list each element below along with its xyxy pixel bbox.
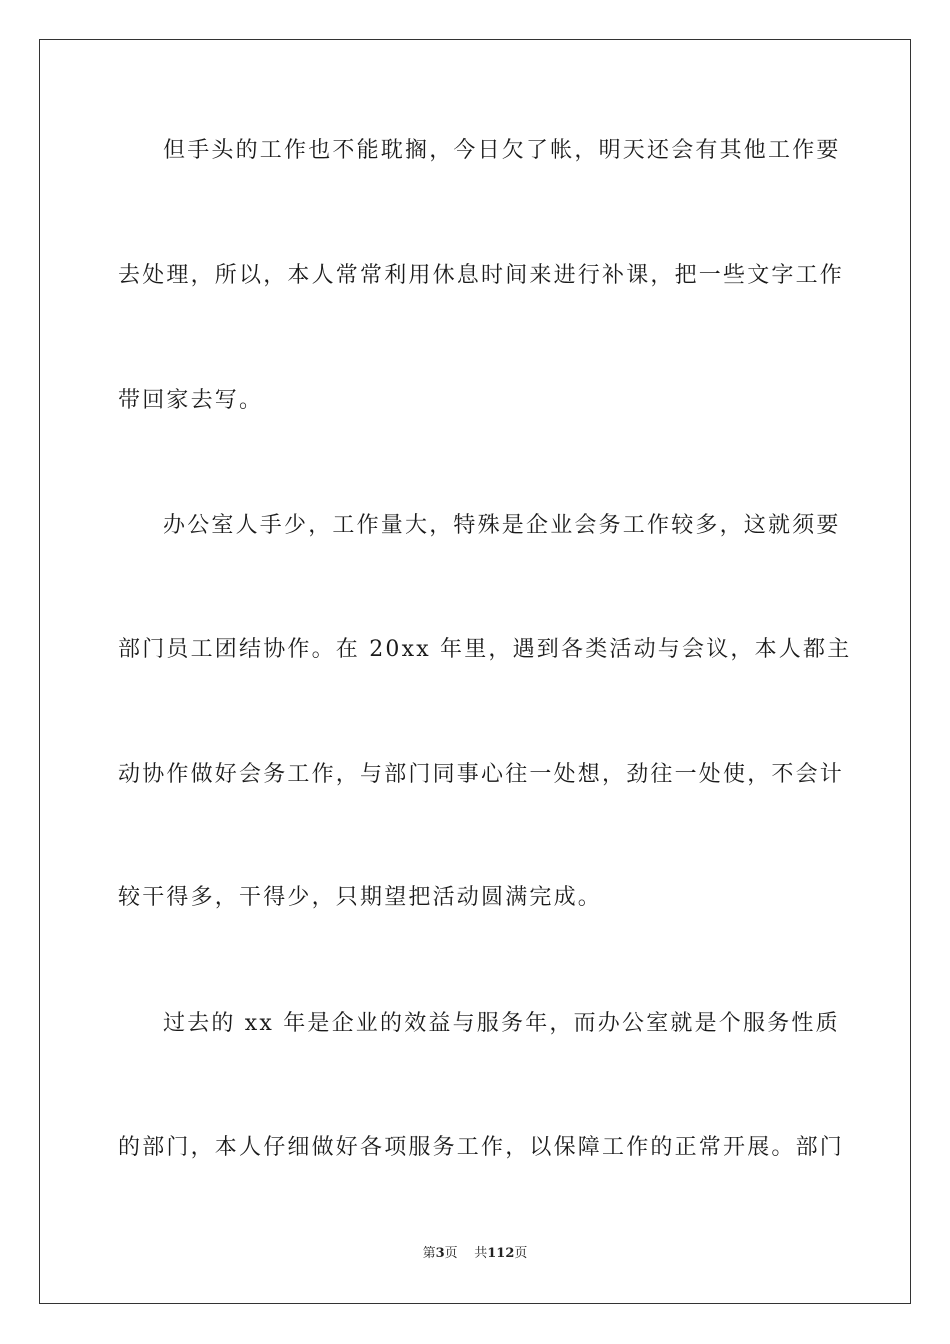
page-footer [0,1245,950,1263]
text-line: 较干得多，干得少，只期望把活动圆满完成。 [118,885,603,910]
total-prefix: 共 [474,1246,488,1261]
text-line: 办公室人手少，工作量大，特殊是企业会务工作较多，这就须要 [163,513,841,538]
total-suffix: 页 [514,1246,528,1261]
text-line: 去处理，所以，本人常常利用休息时间来进行补课，把一些文字工作 [118,263,845,288]
page-number: 3 [435,1246,445,1261]
text-line: 动协作做好会务工作，与部门同事心往一处想，劲往一处使，不会计 [118,762,845,787]
total-pages: 112 [487,1246,515,1261]
text-line: 过去的 xx 年是企业的效益与服务年，而办公室就是个服务性质 [163,1011,840,1036]
text-line: 部门员工团结协作。在 20xx 年里，遇到各类活动与会议，本人都主 [118,637,852,662]
page-prefix: 第 [422,1246,436,1261]
page-suffix: 页 [444,1246,458,1261]
text-line: 但手头的工作也不能耽搁，今日欠了帐，明天还会有其他工作要 [163,138,841,163]
text-line: 的部门，本人仔细做好各项服务工作，以保障工作的正常开展。部门 [118,1135,845,1160]
text-line: 带回家去写。 [118,388,264,413]
page-border [39,39,911,1304]
